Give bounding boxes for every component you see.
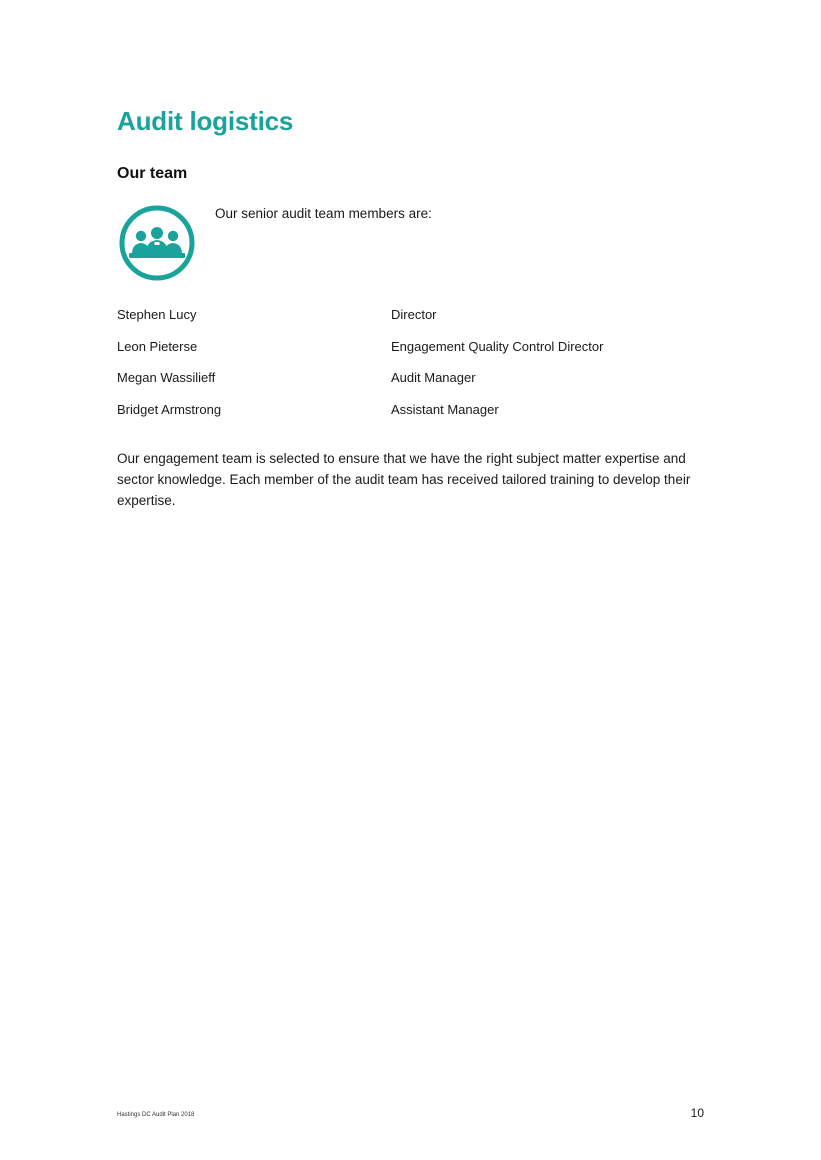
member-name: Bridget Armstrong	[117, 402, 222, 418]
member-name: Megan Wassilieff	[117, 370, 216, 386]
member-name: Stephen Lucy	[117, 307, 197, 322]
section-heading-our-team: Our team	[117, 165, 188, 182]
page-title: Audit logistics	[117, 106, 294, 136]
table-row	[117, 307, 697, 339]
member-name: Leon Pieterse	[117, 338, 198, 354]
table-row	[117, 370, 697, 402]
member-role: Director	[391, 307, 437, 322]
footer-document-name: Hastings DC Audit Plan 2018	[117, 1112, 195, 1118]
table-row	[117, 402, 697, 434]
team-description-paragraph: Our engagement team is selected to ensure that we have the right subject matter expertise and sector knowledge. Each member of the audit team has received tailored training to develop their expertise.	[117, 451, 691, 508]
member-role: Audit Manager	[391, 370, 476, 386]
member-role: Engagement Quality Control Director	[391, 338, 604, 354]
intro-text: Our senior audit team members are:	[215, 206, 432, 221]
page-number: 10	[690, 1106, 704, 1120]
team-members-table	[117, 307, 697, 434]
team-people-icon	[118, 204, 196, 282]
member-role: Assistant Manager	[391, 402, 499, 418]
table-row	[117, 339, 697, 371]
